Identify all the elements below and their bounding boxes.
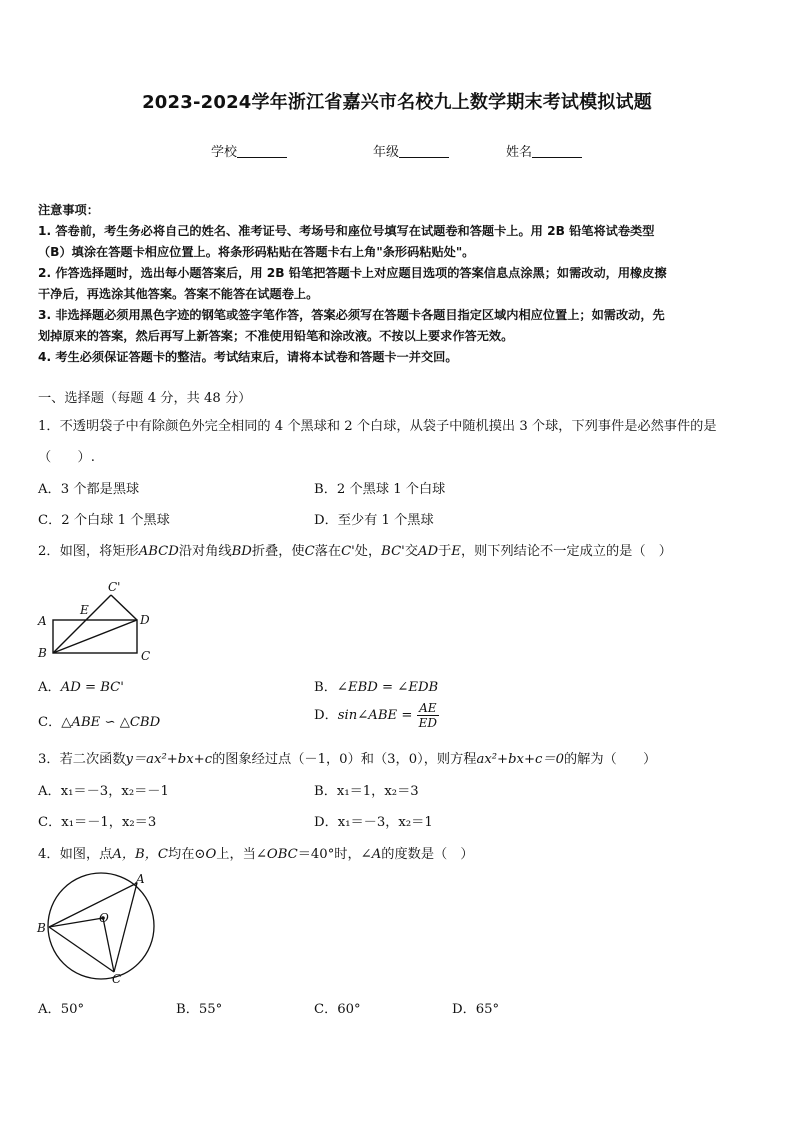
notice-line-1: 1. 答卷前，考生务必将自己的姓名、准考证号、考场号和座位号填写在试题卷和答题卡上。用 2B 铅笔将试卷类型	[38, 224, 655, 238]
q2-t13: E	[451, 544, 461, 559]
q4-option-c[interactable]: C．60°	[314, 1002, 361, 1017]
q1-text: 1．不透明袋子中有除颜色外完全相同的 4 个黑球和 2 个白球，从袋子中随机摸出 3 个球，下列事件是必然事件的是	[38, 419, 717, 434]
q2-t5: C	[304, 544, 315, 559]
q1-text-2: （ ）.	[38, 450, 95, 465]
q3-option-c[interactable]: C．x₁＝－1，x₂＝3	[38, 815, 157, 830]
q2-t7: C'	[341, 544, 355, 559]
school-label: 学校	[211, 145, 238, 160]
notice-heading: 注意事项：	[38, 203, 99, 217]
q2-option-a[interactable]	[38, 676, 124, 695]
chord-bc	[49, 927, 114, 972]
q2-c-label: C．	[38, 715, 62, 730]
q4-tb: 均在⊙	[168, 847, 206, 862]
name-field	[506, 141, 582, 160]
q2-text	[38, 540, 672, 559]
label-d: D	[140, 613, 150, 627]
label-e: E	[80, 603, 89, 617]
name-label: 姓名	[506, 145, 533, 160]
q2-c-expr: △ABE ∽ △CBD	[61, 715, 161, 730]
q2-t3: BD	[231, 544, 252, 559]
q2-t12: 于	[438, 544, 452, 559]
notice-line-4: 干净后，再选涂其他答案。答案不能答在试题卷上。	[38, 287, 319, 301]
q4-te: 的度数是（ ）	[381, 847, 474, 862]
q2-d-label: D．	[314, 708, 338, 723]
q4-o: O	[205, 847, 217, 862]
label-b: B	[38, 646, 47, 660]
label-c-prime: C'	[108, 580, 121, 594]
q2-d-numerator: AE	[417, 701, 439, 716]
q2-t8: 处，	[354, 544, 382, 559]
notice-line-6: 划掉原来的答案，然后再写上新答案；不准使用铅笔和涂改液。不按以上要求作答无效。	[38, 329, 514, 343]
q4-figure	[34, 870, 164, 988]
q2-t11: AD	[418, 544, 439, 559]
q4-a2: A	[371, 847, 382, 862]
q2-d-fraction	[417, 701, 439, 730]
q2-option-c[interactable]	[38, 711, 160, 730]
q4-pts: A，B，C	[112, 847, 169, 862]
q2-t10: 交	[404, 544, 418, 559]
q4-option-a[interactable]: A．50°	[38, 1002, 85, 1017]
q3-tc: 的解为（ ）	[563, 752, 657, 767]
diagonal-bd	[53, 620, 137, 653]
q2-t0: 2．如图，将矩形	[38, 544, 139, 559]
q4-text	[38, 843, 474, 862]
q2-t6: 落在	[314, 544, 342, 559]
q3-option-a[interactable]: A．x₁＝－3，x₂＝－1	[38, 784, 169, 799]
q2-d-expr: sin∠ABE =	[337, 708, 413, 723]
label-o: O	[99, 911, 109, 925]
notice-line-5: 3. 非选择题必须用黑色字迹的钢笔或签字笔作答，答案必须写在答题卡各题目指定区域内相应位置上；如需改动，先	[38, 308, 665, 322]
q4-ta: 4．如图，点	[38, 847, 113, 862]
page-title: 2023-2024学年浙江省嘉兴市名校九上数学期末考试模拟试题	[142, 92, 652, 113]
q1-option-b[interactable]: B．2 个黑球 1 个白球	[314, 482, 446, 497]
q1-option-c[interactable]: C．2 个白球 1 个黑球	[38, 513, 170, 528]
q2-t9: BC'	[381, 544, 405, 559]
school-field	[211, 141, 287, 160]
q2-option-d[interactable]	[314, 701, 439, 730]
label-c: C	[112, 972, 122, 986]
q1-option-a[interactable]: A．3 个都是黑球	[38, 482, 140, 497]
q1-option-d[interactable]: D．至少有 1 个黑球	[314, 513, 434, 528]
q2-t14: ，则下列结论不一定成立的是（ ）	[460, 544, 672, 559]
q3-tb: 的图象经过点（－1，0）和（3，0），则方程	[212, 752, 477, 767]
label-a: A	[38, 614, 47, 628]
q2-t4: 折叠，使	[251, 544, 305, 559]
grade-label: 年级	[373, 145, 400, 160]
label-b: B	[37, 921, 46, 935]
name-blank[interactable]	[532, 145, 582, 158]
school-blank[interactable]	[237, 145, 287, 158]
q2-a-label: A．	[38, 680, 61, 695]
label-a: A	[136, 872, 145, 886]
grade-blank[interactable]	[399, 145, 449, 158]
q3-func: y＝ax²+bx+c	[125, 752, 213, 767]
segment-c-prime-d	[111, 595, 137, 620]
q2-t1: ABCD	[138, 544, 179, 559]
q4-option-b[interactable]: B．55°	[176, 1002, 223, 1017]
q2-option-b[interactable]	[314, 676, 438, 695]
q2-b-label: B．	[314, 680, 337, 695]
q3-ta: 3．若二次函数	[38, 752, 126, 767]
notice-line-2: （B）填涂在答题卡相应位置上。将条形码粘贴在答题卡右上角"条形码粘贴处"。	[38, 245, 475, 259]
q3-eq: ax²+bx+c＝0	[476, 752, 564, 767]
q2-d-denominator: ED	[418, 716, 437, 730]
notice-line-7: 4. 考生必须保证答题卡的整洁。考试结束后，请将本试卷和答题卡一并交回。	[38, 350, 458, 364]
chord-ac	[114, 883, 137, 972]
q2-figure	[34, 576, 164, 666]
section-heading: 一、选择题（每题 4 分，共 48 分）	[38, 391, 252, 406]
q4-tc: 上，当∠	[216, 847, 267, 862]
notice-line-3: 2. 作答选择题时，选出每小题答案后，用 2B 铅笔把答题卡上对应题目选项的答案信息点涂黑；如需改动，用橡皮擦	[38, 266, 667, 280]
radius-oc	[103, 918, 114, 972]
q4-td: ＝40°时，∠	[297, 847, 372, 862]
label-c: C	[141, 649, 151, 663]
q2-a-expr: AD = BC'	[60, 680, 124, 695]
q4-option-d[interactable]: D．65°	[452, 1002, 500, 1017]
q2-t2: 沿对角线	[178, 544, 232, 559]
q3-option-d[interactable]: D．x₁＝－3，x₂＝1	[314, 815, 433, 830]
grade-field	[373, 141, 449, 160]
q3-text	[38, 748, 656, 767]
q4-obc: OBC	[266, 847, 298, 862]
q2-b-expr: ∠EBD = ∠EDB	[336, 680, 439, 695]
q3-option-b[interactable]: B．x₁＝1，x₂＝3	[314, 784, 419, 799]
